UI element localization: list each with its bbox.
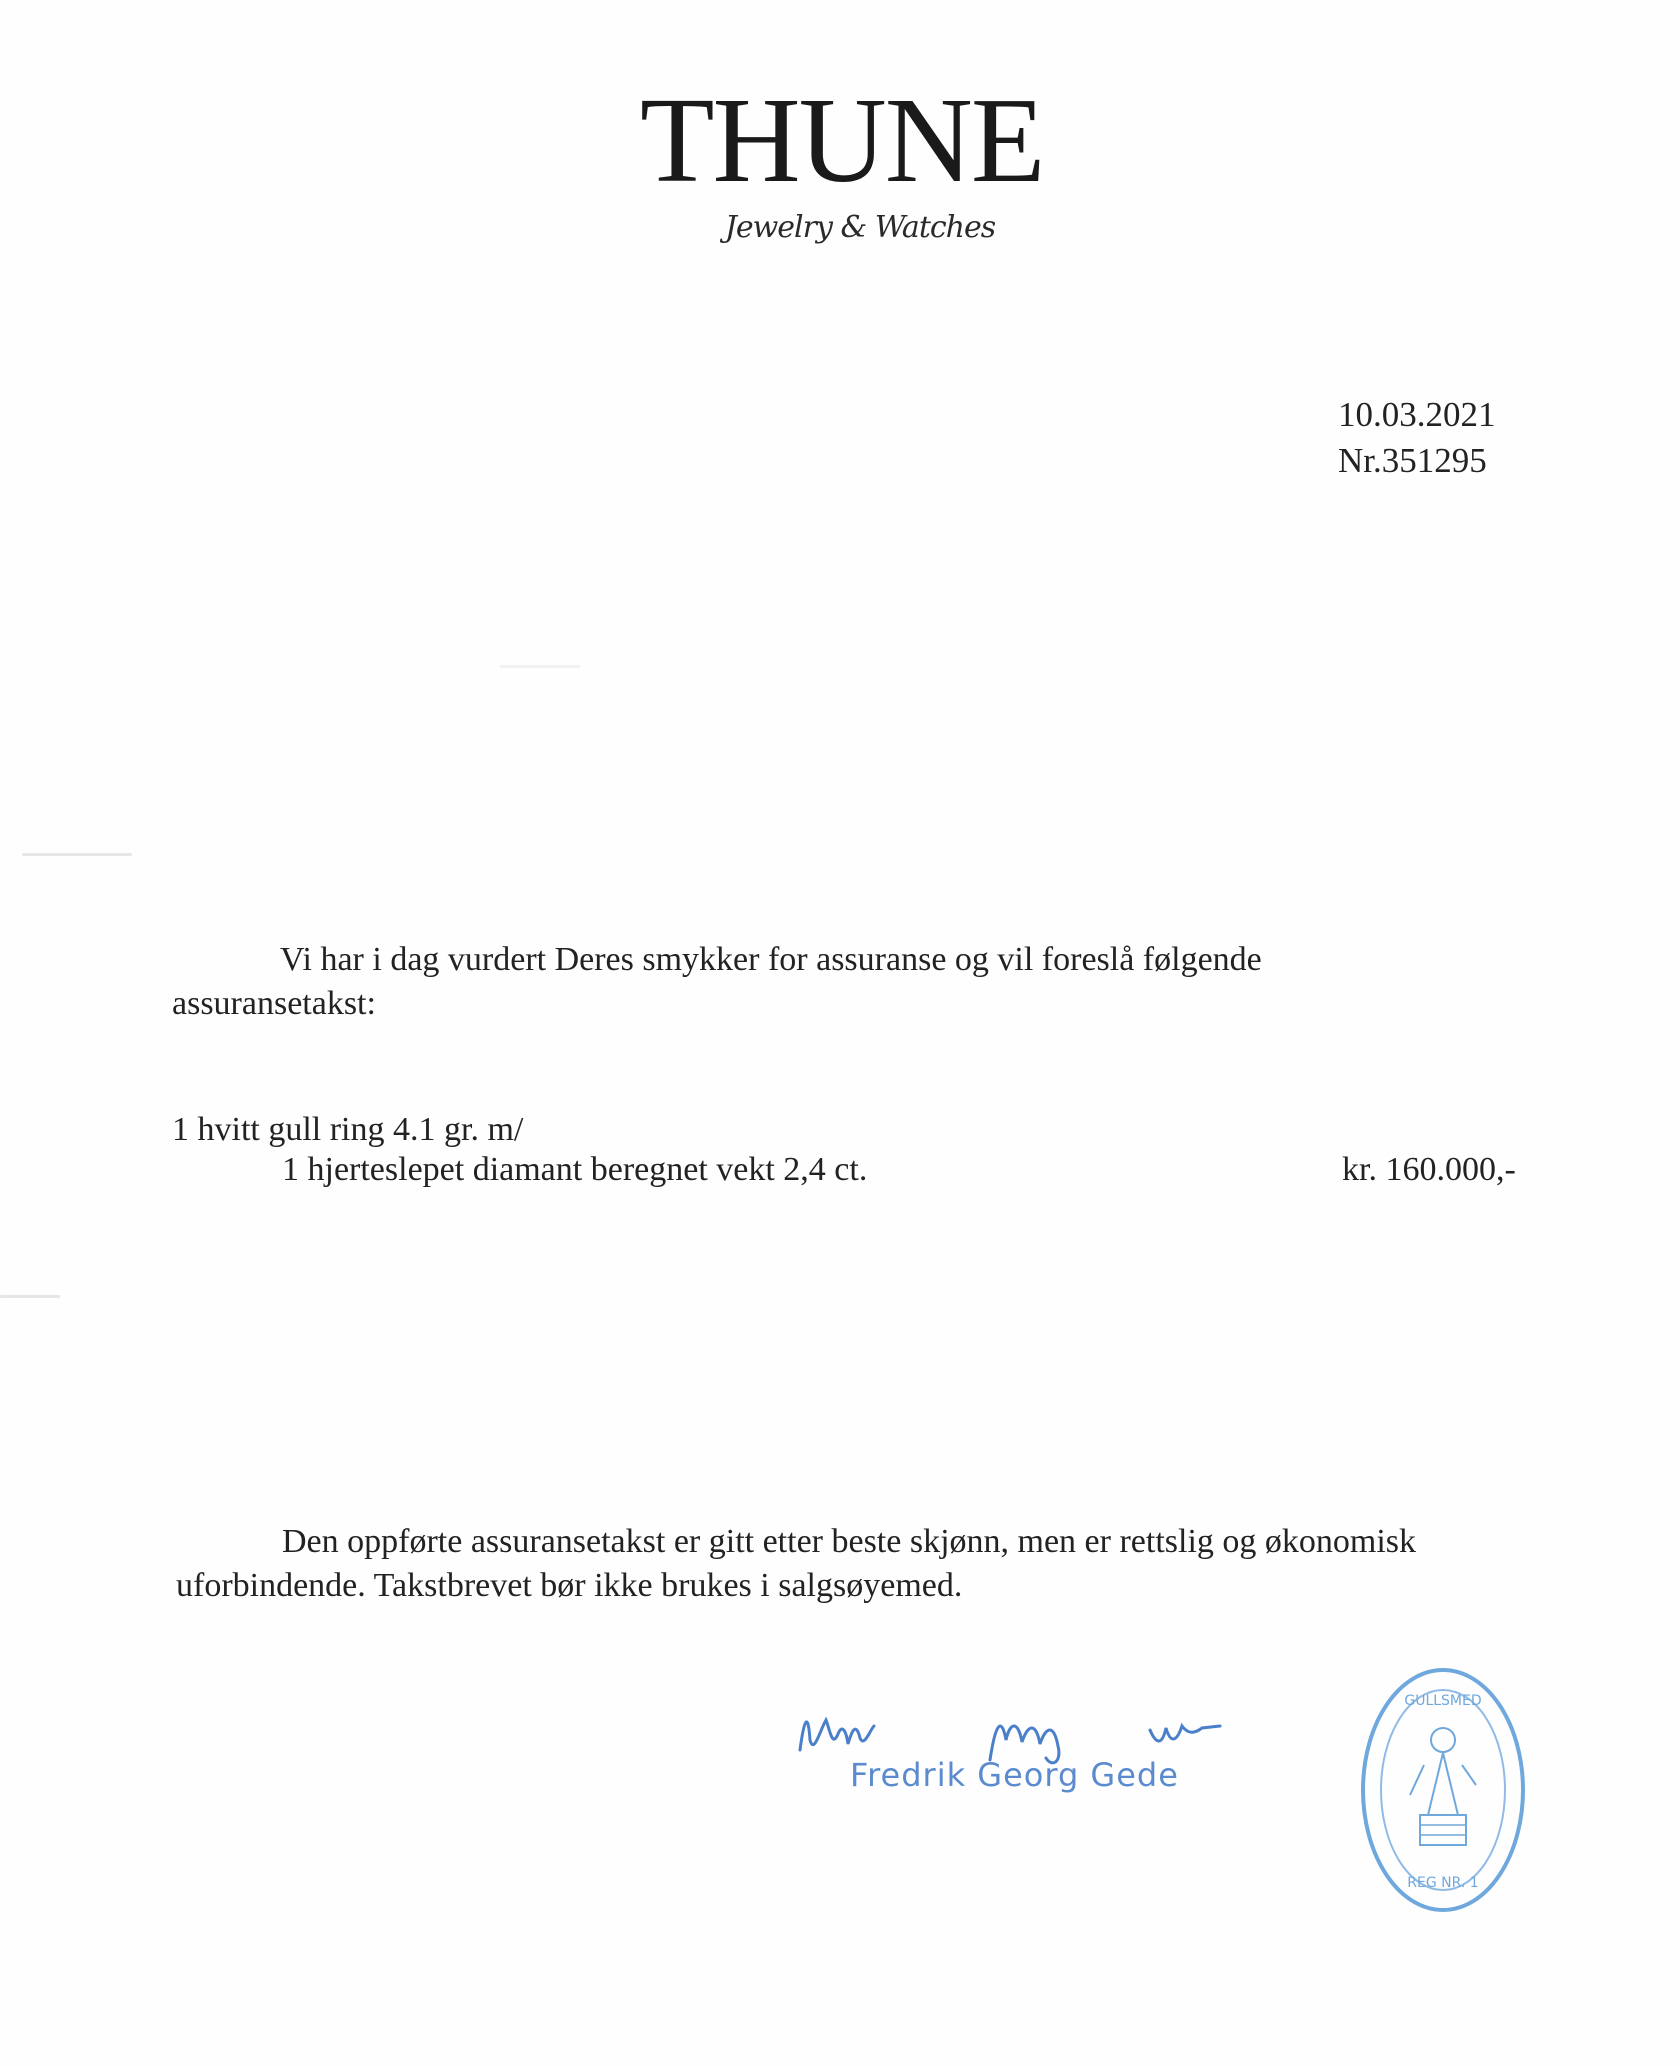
item-description-line-1: 1 hvitt gull ring 4.1 gr. m/ — [172, 1111, 524, 1148]
intro-line-1: Vi har i dag vurdert Deres smykker for assuranse og vil foreslå følgende — [280, 941, 1262, 978]
document-number: Nr.351295 — [1338, 441, 1487, 480]
scan-artifact — [0, 1295, 60, 1298]
signature — [790, 1700, 1250, 1810]
disclaimer-line-1: Den oppførte assuransetakst er gitt etter beste skjønn, men er rettslig og økonomisk — [282, 1523, 1417, 1560]
intro-line-2: assuransetakst: — [172, 985, 376, 1022]
stamp-text-top: GULLSMED — [1404, 1693, 1482, 1709]
official-seal-stamp — [1358, 1665, 1528, 1915]
logo-brand: THUNE — [640, 73, 1044, 208]
item-price: kr. 160.000,- — [1342, 1151, 1516, 1188]
item-description-line-2: 1 hjerteslepet diamant beregnet vekt 2,4 ct. — [282, 1151, 868, 1188]
scan-artifact — [22, 853, 132, 856]
seal-graphic — [1358, 1665, 1528, 1915]
company-logo — [640, 73, 1044, 245]
scan-artifact — [500, 665, 580, 668]
disclaimer-line-2: uforbindende. Takstbrevet bør ikke brukes i salgsøyemed. — [176, 1567, 963, 1604]
document-meta — [1338, 392, 1496, 484]
logo-tagline: Jewelry & Watches — [724, 210, 996, 245]
document-date: 10.03.2021 — [1338, 395, 1496, 434]
signature-name: Fredrik Georg Gede — [850, 1756, 1179, 1794]
stamp-text-bottom: REG NR. 1 — [1407, 1875, 1479, 1891]
